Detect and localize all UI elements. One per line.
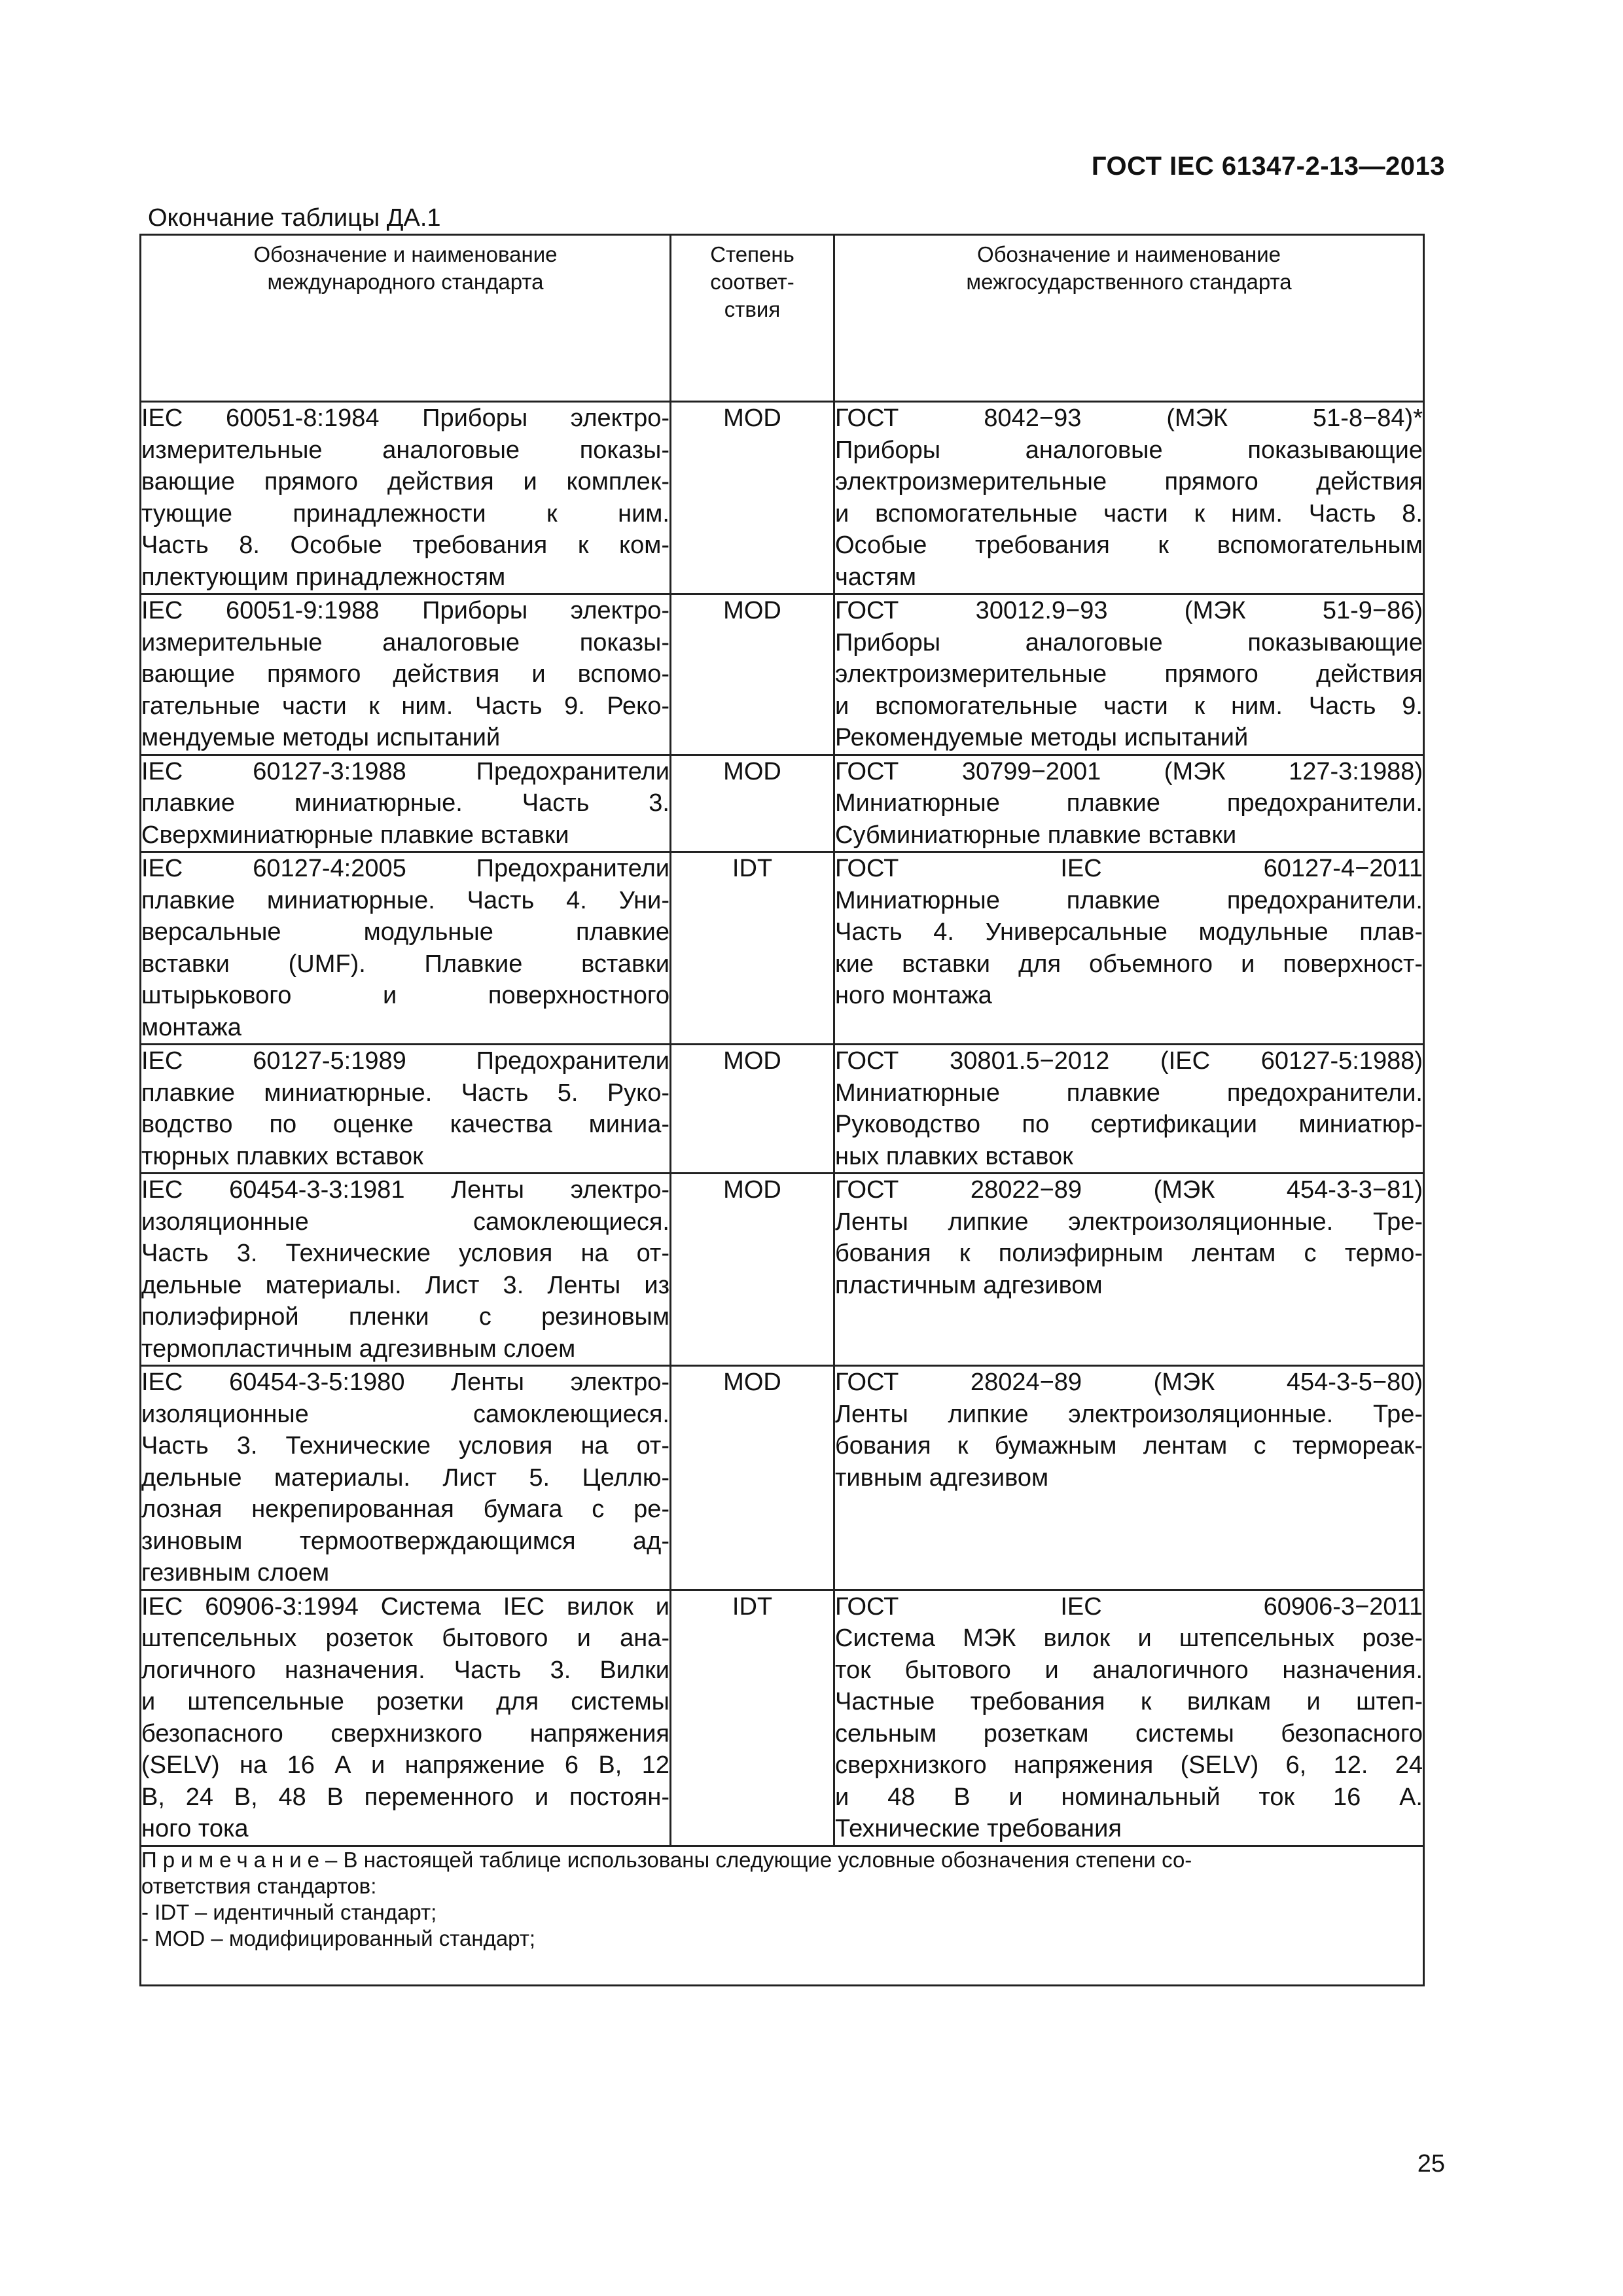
table-caption: Окончание таблицы ДА.1: [148, 204, 441, 232]
cell-line: IEC 60454-3-3:1981 Ленты электро-: [141, 1176, 669, 1204]
degree-cell: [671, 1366, 834, 1590]
table-row: [141, 1045, 1424, 1174]
cell-line: Ленты липкие электроизоляционные. Тре-: [835, 1208, 1423, 1236]
degree-value: MOD: [723, 757, 781, 785]
cell-line: IEC 60051-8:1984 Приборы электро-: [141, 404, 669, 432]
note-row: [141, 1846, 1424, 1985]
cell-line: Миниатюрные плавкие предохранители.: [835, 886, 1423, 914]
cell-line: водство по оценке качества миниа-: [141, 1111, 669, 1138]
cell-line: кие вставки для объемного и поверхност-: [835, 950, 1423, 978]
cell-line: зиновым термоотверждающимся ад-: [141, 1527, 669, 1555]
cell-line: гательные части к ним. Часть 9. Реко-: [141, 692, 669, 720]
cell-line: и вспомогательные части к ним. Часть 8.: [835, 499, 1423, 528]
cell-line: дельные материалы. Лист 5. Целлю-: [141, 1463, 669, 1492]
cell-line: термопластичным адгезивным слоем: [141, 1335, 576, 1363]
cell-line: Рекомендуемые методы испытаний: [835, 724, 1249, 751]
interstate-standard-cell: [834, 402, 1424, 594]
cell-line: плавкие миниатюрные. Часть 4. Уни-: [141, 886, 669, 914]
cell-line: ГОСТ 28024−89 (МЭК 454-3-5−80): [835, 1369, 1423, 1396]
intl-standard-cell: [141, 1045, 671, 1174]
cell-line: IEC 60051-9:1988 Приборы электро-: [141, 597, 669, 624]
interstate-standard-cell: [834, 1366, 1424, 1590]
header-interstate-standard: [834, 235, 1424, 402]
table-row: [141, 594, 1424, 755]
cell-line: вающие прямого действия и комплек-: [141, 468, 669, 495]
cell-line: Сверхминиатюрные плавкие вставки: [141, 821, 569, 849]
degree-cell: [671, 755, 834, 852]
header-line: международного стандарта: [267, 270, 544, 294]
cell-line: электроизмерительные прямого действия: [835, 468, 1423, 495]
cell-line: частям: [835, 563, 917, 591]
cell-line: Технические требования: [835, 1815, 1122, 1842]
cell-line: Приборы аналоговые показывающие: [835, 628, 1423, 656]
degree-cell: [671, 1045, 834, 1174]
cell-line: Часть 8. Особые требования к ком-: [141, 531, 669, 559]
cell-line: Руководство по сертификации миниатюр-: [835, 1111, 1423, 1138]
cell-line: и штепсельные розетки для системы: [141, 1688, 669, 1715]
cell-line: ГОСТ 8042−93 (МЭК 51-8−84)*: [835, 404, 1423, 432]
degree-value: IDT: [732, 1592, 773, 1621]
degree-value: MOD: [723, 1047, 781, 1075]
cell-line: бования к бумажным лентам с термореак-: [835, 1432, 1423, 1460]
interstate-standard-cell: [834, 1590, 1424, 1846]
degree-cell: [671, 852, 834, 1045]
cell-line: Субминиатюрные плавкие вставки: [835, 821, 1237, 849]
cell-line: Миниатюрные плавкие предохранители.: [835, 1079, 1423, 1107]
cell-line: IEC 60127-3:1988 Предохранители: [141, 757, 669, 785]
note-item-mod: - MOD – модифицированный стандарт;: [141, 1926, 536, 1950]
cell-line: логичного назначения. Часть 3. Вилки: [141, 1656, 669, 1684]
header-degree: [671, 235, 834, 402]
degree-value: MOD: [723, 404, 781, 432]
cell-line: сверхнизкого напряжения (SELV) 6, 12. 24: [835, 1751, 1423, 1779]
cell-line: штырькового и поверхностного: [141, 982, 669, 1009]
cell-line: и 48 В и номинальный ток 16 А.: [835, 1783, 1423, 1811]
cell-line: Частные требования к вилкам и штеп-: [835, 1688, 1423, 1715]
cell-line: Приборы аналоговые показывающие: [835, 436, 1423, 464]
cell-line: штепсельных розеток бытового и ана-: [141, 1624, 669, 1652]
header-line: соответ-: [710, 270, 794, 294]
cell-line: ГОСТ 30801.5−2012 (IEC 60127-5:1988): [835, 1047, 1423, 1075]
cell-line: ГОСТ 30799−2001 (МЭК 127-3:1988): [835, 757, 1423, 785]
table-row: [141, 1366, 1424, 1590]
cell-line: электроизмерительные прямого действия: [835, 660, 1423, 688]
degree-cell: [671, 594, 834, 755]
cell-line: измерительные аналоговые показы-: [141, 436, 669, 464]
cell-line: дельные материалы. Лист 3. Ленты из: [141, 1271, 669, 1299]
header-line: Обозначение и наименование: [976, 242, 1281, 266]
cell-line: вающие прямого действия и вспомо-: [141, 660, 669, 688]
cell-line: плектующим принадлежностям: [141, 563, 506, 591]
intl-standard-cell: [141, 1590, 671, 1846]
header-line: межгосударственного стандарта: [966, 270, 1292, 294]
cell-line: версальные модульные плавкие: [141, 918, 669, 946]
table-row: [141, 1174, 1424, 1366]
cell-line: Особые требования к вспомогательным: [835, 531, 1423, 559]
cell-line: изоляционные самоклеющиеся.: [141, 1208, 669, 1236]
document-code: ГОСТ IEC 61347-2-13—2013: [1091, 152, 1445, 181]
degree-cell: [671, 1590, 834, 1846]
table-note: [141, 1846, 1424, 1985]
cell-line: ГОСТ 28022−89 (МЭК 454-3-3−81): [835, 1176, 1423, 1204]
cell-line: безопасного сверхнизкого напряжения: [141, 1719, 669, 1748]
cell-line: тивным адгезивом: [835, 1463, 1049, 1492]
table-row: [141, 852, 1424, 1045]
cell-line: Часть 4. Универсальные модульные плав-: [835, 918, 1423, 946]
cell-line: Система МЭК вилок и штепсельных розе-: [835, 1624, 1423, 1652]
interstate-standard-cell: [834, 594, 1424, 755]
cell-line: ГОСТ 30012.9−93 (МЭК 51-9−86): [835, 597, 1423, 624]
header-line: Обозначение и наименование: [253, 242, 558, 266]
cell-line: ного тока: [141, 1815, 249, 1842]
table-header-row: [141, 235, 1424, 402]
cell-line: бования к полиэфирным лентам с термо-: [835, 1240, 1423, 1267]
degree-cell: [671, 1174, 834, 1366]
cell-line: лозная некрепированная бумага с ре-: [141, 1496, 669, 1523]
interstate-standard-cell: [834, 852, 1424, 1045]
cell-line: и вспомогательные части к ним. Часть 9.: [835, 692, 1423, 720]
table-row: [141, 402, 1424, 594]
cell-line: ток бытового и аналогичного назначения.: [835, 1656, 1423, 1684]
page-number: 25: [1417, 2150, 1445, 2178]
cell-line: изоляционные самоклеющиеся.: [141, 1400, 669, 1428]
note-text: – В настоящей таблице использованы следующие условные обозначения степени со-: [325, 1847, 1192, 1872]
cell-line: плавкие миниатюрные. Часть 5. Руко-: [141, 1079, 669, 1107]
intl-standard-cell: [141, 1366, 671, 1590]
cell-line: Часть 3. Технические условия на от-: [141, 1240, 669, 1267]
cell-line: Ленты липкие электроизоляционные. Тре-: [835, 1400, 1423, 1428]
interstate-standard-cell: [834, 1045, 1424, 1174]
degree-cell: [671, 402, 834, 594]
degree-value: IDT: [732, 855, 773, 882]
intl-standard-cell: [141, 402, 671, 594]
degree-value: MOD: [723, 597, 781, 624]
cell-line: (SELV) на 16 А и напряжение 6 В, 12: [141, 1751, 669, 1779]
cell-line: IEC 60906-3:1994 Система IEC вилок и: [141, 1592, 669, 1621]
cell-line: пластичным адгезивом: [835, 1271, 1103, 1299]
cell-line: IEC 60127-4:2005 Предохранители: [141, 855, 669, 882]
cell-line: мендуемые методы испытаний: [141, 724, 501, 751]
cell-line: ного монтажа: [835, 982, 992, 1009]
cell-line: IEC 60454-3-5:1980 Ленты электро-: [141, 1369, 669, 1396]
interstate-standard-cell: [834, 755, 1424, 852]
cell-line: В, 24 В, 48 В переменного и постоян-: [141, 1783, 669, 1811]
degree-value: MOD: [723, 1176, 781, 1204]
interstate-standard-cell: [834, 1174, 1424, 1366]
intl-standard-cell: [141, 755, 671, 852]
cell-line: измерительные аналоговые показы-: [141, 628, 669, 656]
cell-line: ных плавких вставок: [835, 1142, 1073, 1170]
standards-table: [139, 234, 1425, 1986]
table-row: [141, 755, 1424, 852]
note-text: ответствия стандартов:: [141, 1873, 377, 1898]
note-label: Примечание: [141, 1847, 326, 1872]
cell-line: полиэфирной пленки с резиновым: [141, 1303, 669, 1331]
note-item-idt: - IDT – идентичный стандарт;: [141, 1899, 437, 1924]
cell-line: IEC 60127-5:1989 Предохранители: [141, 1047, 669, 1075]
cell-line: ГОСТ IEC 60127-4−2011: [835, 855, 1423, 882]
cell-line: монтажа: [141, 1013, 241, 1041]
intl-standard-cell: [141, 1174, 671, 1366]
cell-line: сельным розеткам системы безопасного: [835, 1719, 1423, 1748]
header-line: Степень: [710, 242, 794, 266]
cell-line: плавкие миниатюрные. Часть 3.: [141, 789, 669, 817]
cell-line: Часть 3. Технические условия на от-: [141, 1432, 669, 1460]
cell-line: Миниатюрные плавкие предохранители.: [835, 789, 1423, 817]
degree-value: MOD: [723, 1369, 781, 1396]
header-intl-standard: [141, 235, 671, 402]
cell-line: вставки (UMF). Плавкие вставки: [141, 950, 669, 978]
header-line: ствия: [724, 297, 781, 321]
cell-line: тующие принадлежности к ним.: [141, 499, 669, 528]
cell-line: гезивным слоем: [141, 1559, 330, 1587]
intl-standard-cell: [141, 594, 671, 755]
cell-line: тюрных плавких вставок: [141, 1142, 423, 1170]
intl-standard-cell: [141, 852, 671, 1045]
table-row: [141, 1590, 1424, 1846]
cell-line: ГОСТ IEC 60906-3−2011: [835, 1592, 1423, 1621]
